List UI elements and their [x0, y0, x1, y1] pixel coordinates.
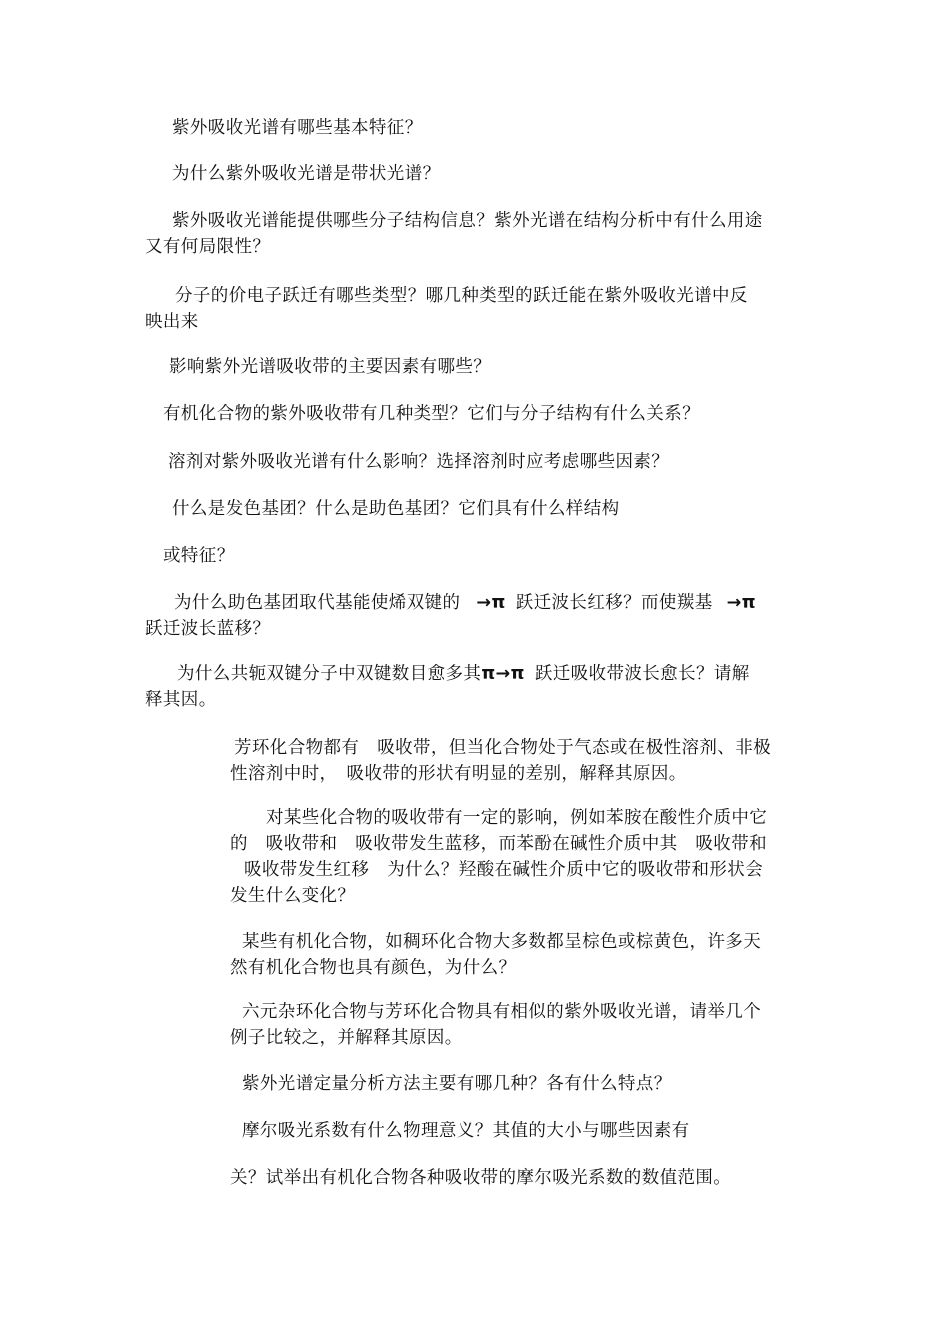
question-10-text-a: 为什么共轭双键分子中双键数目愈多其 — [177, 664, 482, 684]
question-12-line-4: 发生什么变化？ — [230, 886, 356, 906]
question-15-line-1: 紫外光谱定量分析方法主要有哪几种？各有什么特点？ — [242, 1074, 672, 1094]
question-13-line-2: 然有机化合物也具有颜色，为什么？ — [230, 958, 517, 978]
question-15 — [242, 1071, 672, 1097]
question-6 — [163, 401, 700, 427]
question-14-line-1: 六元杂环化合物与芳环化合物具有相似的紫外吸收光谱，请举几个 — [242, 1002, 762, 1022]
question-13-line-1: 某些有机化合物，如稠环化合物大多数都呈棕色或棕黄色，许多天 — [242, 932, 762, 952]
question-16-continuation-line: 关？试举出有机化合物各种吸收带的摩尔吸光系数的数值范围。 — [230, 1168, 732, 1188]
question-10 — [145, 661, 750, 713]
question-6-line-1: 有机化合物的紫外吸收带有几种类型？它们与分子结构有什么关系？ — [163, 404, 700, 424]
question-9-line-2: 跃迁波长蓝移？ — [145, 619, 271, 639]
question-7 — [168, 449, 669, 475]
question-5 — [169, 354, 491, 380]
question-14 — [230, 999, 761, 1051]
question-11-line-1: 芳环化合物都有 吸收带，但当化合物处于气态或在极性溶剂、非极 — [234, 738, 771, 758]
question-4-line-2: 映出来 — [145, 312, 199, 332]
question-13 — [230, 929, 761, 981]
question-10-text-b: 跃迁吸收带波长愈长？请解 — [534, 664, 750, 684]
question-2 — [172, 161, 441, 187]
question-5-line-1: 影响紫外光谱吸收带的主要因素有哪些？ — [169, 357, 492, 377]
question-11-line-2: 性溶剂中时， 吸收带的形状有明显的差别，解释其原因。 — [230, 764, 687, 784]
question-8 — [172, 496, 620, 522]
question-1-line-1: 紫外吸收光谱有哪些基本特征？ — [172, 118, 423, 138]
pi-pi-transition-symbol: π→π — [481, 664, 525, 684]
question-8-line-1: 什么是发色基团？什么是助色基团？它们具有什么样结构 — [172, 499, 620, 519]
question-12 — [230, 805, 767, 909]
question-10-line-1 — [145, 661, 750, 687]
pi-transition-symbol: →π — [476, 593, 506, 613]
question-14-line-2: 例子比较之，并解释其原因。 — [230, 1028, 463, 1048]
question-9-line-1 — [145, 590, 756, 616]
question-7-line-1: 溶剂对紫外吸收光谱有什么影响？选择溶剂时应考虑哪些因素？ — [168, 452, 670, 472]
question-1 — [172, 115, 423, 141]
question-11 — [230, 735, 771, 787]
question-4-line-1: 分子的价电子跃迁有哪些类型？哪几种类型的跃迁能在紫外吸收光谱中反 — [175, 286, 748, 306]
question-16 — [242, 1118, 690, 1144]
question-10-line-2: 释其因。 — [145, 690, 217, 710]
question-12-line-3: 吸收带发生红移 为什么？羟酸在碱性介质中它的吸收带和形状会 — [244, 860, 764, 880]
question-9 — [145, 590, 756, 642]
question-8-continuation — [163, 543, 235, 569]
question-4 — [145, 283, 748, 335]
question-12-line-2: 的 吸收带和 吸收带发生蓝移，而苯酚在碱性介质中其 吸收带和 — [230, 834, 767, 854]
question-3 — [145, 208, 763, 260]
question-9-text-a: 为什么助色基团取代基能使烯双键的 — [174, 593, 461, 613]
question-3-line-1: 紫外吸收光谱能提供哪些分子结构信息？紫外光谱在结构分析中有什么用途 — [172, 211, 763, 231]
question-16-line-1: 摩尔吸光系数有什么物理意义？其值的大小与哪些因素有 — [242, 1121, 690, 1141]
question-9-text-b: 跃迁波长红移？而使羰基 — [515, 593, 713, 613]
question-8-continuation-line: 或特征？ — [163, 546, 235, 566]
question-2-line-1: 为什么紫外吸收光谱是带状光谱？ — [172, 164, 441, 184]
question-16-continuation — [230, 1165, 731, 1191]
pi-transition-symbol-2: →π — [726, 593, 756, 613]
question-12-line-1: 对某些化合物的吸收带有一定的影响，例如苯胺在酸性介质中它 — [266, 808, 768, 828]
question-3-line-2: 又有何局限性？ — [145, 237, 271, 257]
